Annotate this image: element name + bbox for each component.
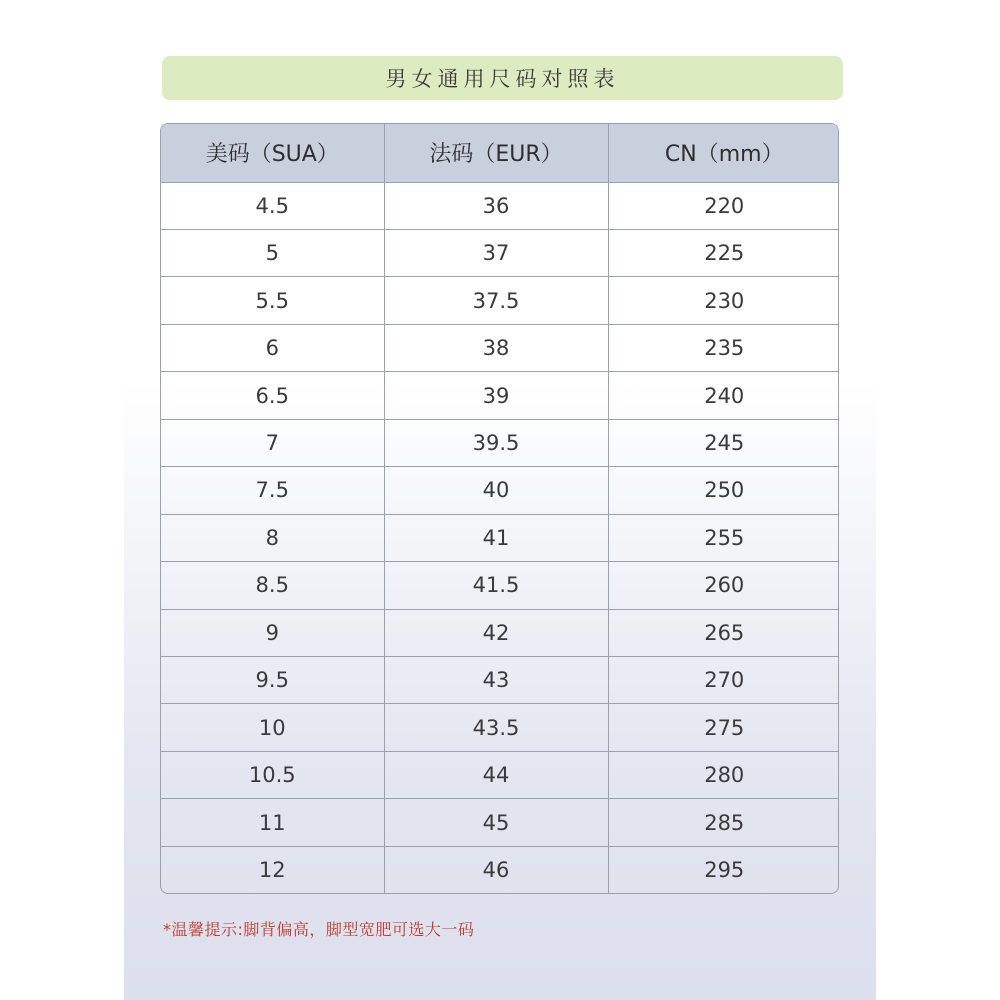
cell-us-size: 6 — [161, 324, 384, 371]
header-eur-size: 法码（EUR） — [384, 124, 608, 182]
cell-us-size: 7.5 — [161, 467, 384, 514]
cell-us-size: 4.5 — [161, 182, 384, 229]
cell-us-size: 11 — [161, 799, 384, 846]
cell-cn-size: 260 — [608, 562, 839, 609]
cell-eur-size: 36 — [384, 182, 608, 229]
table-row — [161, 229, 839, 276]
tip-note: *温馨提示:脚背偏高，脚型宽肥可选大一码 — [163, 920, 475, 939]
cell-us-size: 12 — [161, 846, 384, 893]
cell-us-size: 5.5 — [161, 277, 384, 324]
cell-eur-size: 44 — [384, 751, 608, 798]
cell-eur-size: 43 — [384, 657, 608, 704]
table-row — [161, 467, 839, 514]
cell-cn-size: 235 — [608, 324, 839, 371]
cell-cn-size: 285 — [608, 799, 839, 846]
table-row — [161, 704, 839, 751]
table-row — [161, 277, 839, 324]
table-row — [161, 657, 839, 704]
table-row — [161, 182, 839, 229]
cell-cn-size: 255 — [608, 514, 839, 561]
cell-eur-size: 40 — [384, 467, 608, 514]
cell-eur-size: 42 — [384, 609, 608, 656]
cell-us-size: 9.5 — [161, 657, 384, 704]
cell-us-size: 10 — [161, 704, 384, 751]
table-row — [161, 419, 839, 466]
cell-us-size: 8 — [161, 514, 384, 561]
cell-eur-size: 38 — [384, 324, 608, 371]
table-row — [161, 324, 839, 371]
cell-us-size: 8.5 — [161, 562, 384, 609]
table-row — [161, 799, 839, 846]
table-row — [161, 372, 839, 419]
cell-cn-size: 230 — [608, 277, 839, 324]
table-row — [161, 846, 839, 893]
cell-us-size: 5 — [161, 229, 384, 276]
cell-cn-size: 220 — [608, 182, 839, 229]
page-title: 男女通用尺码对照表 — [162, 56, 843, 100]
cell-us-size: 7 — [161, 419, 384, 466]
cell-cn-size: 265 — [608, 609, 839, 656]
cell-eur-size: 39 — [384, 372, 608, 419]
cell-eur-size: 37.5 — [384, 277, 608, 324]
cell-eur-size: 45 — [384, 799, 608, 846]
cell-cn-size: 275 — [608, 704, 839, 751]
cell-eur-size: 41 — [384, 514, 608, 561]
table-row — [161, 751, 839, 798]
header-cn-size: CN（mm） — [608, 124, 839, 182]
cell-us-size: 10.5 — [161, 751, 384, 798]
cell-cn-size: 250 — [608, 467, 839, 514]
cell-cn-size: 225 — [608, 229, 839, 276]
table-row — [161, 514, 839, 561]
table-header-row — [161, 124, 839, 182]
cell-eur-size: 39.5 — [384, 419, 608, 466]
cell-cn-size: 245 — [608, 419, 839, 466]
table-row — [161, 562, 839, 609]
size-chart-table — [160, 123, 839, 894]
cell-us-size: 6.5 — [161, 372, 384, 419]
cell-cn-size: 280 — [608, 751, 839, 798]
cell-eur-size: 41.5 — [384, 562, 608, 609]
cell-eur-size: 37 — [384, 229, 608, 276]
table-body — [161, 182, 839, 893]
cell-eur-size: 46 — [384, 846, 608, 893]
cell-eur-size: 43.5 — [384, 704, 608, 751]
cell-us-size: 9 — [161, 609, 384, 656]
cell-cn-size: 270 — [608, 657, 839, 704]
cell-cn-size: 240 — [608, 372, 839, 419]
header-us-size: 美码（SUA） — [161, 124, 384, 182]
table-row — [161, 609, 839, 656]
cell-cn-size: 295 — [704, 857, 745, 882]
